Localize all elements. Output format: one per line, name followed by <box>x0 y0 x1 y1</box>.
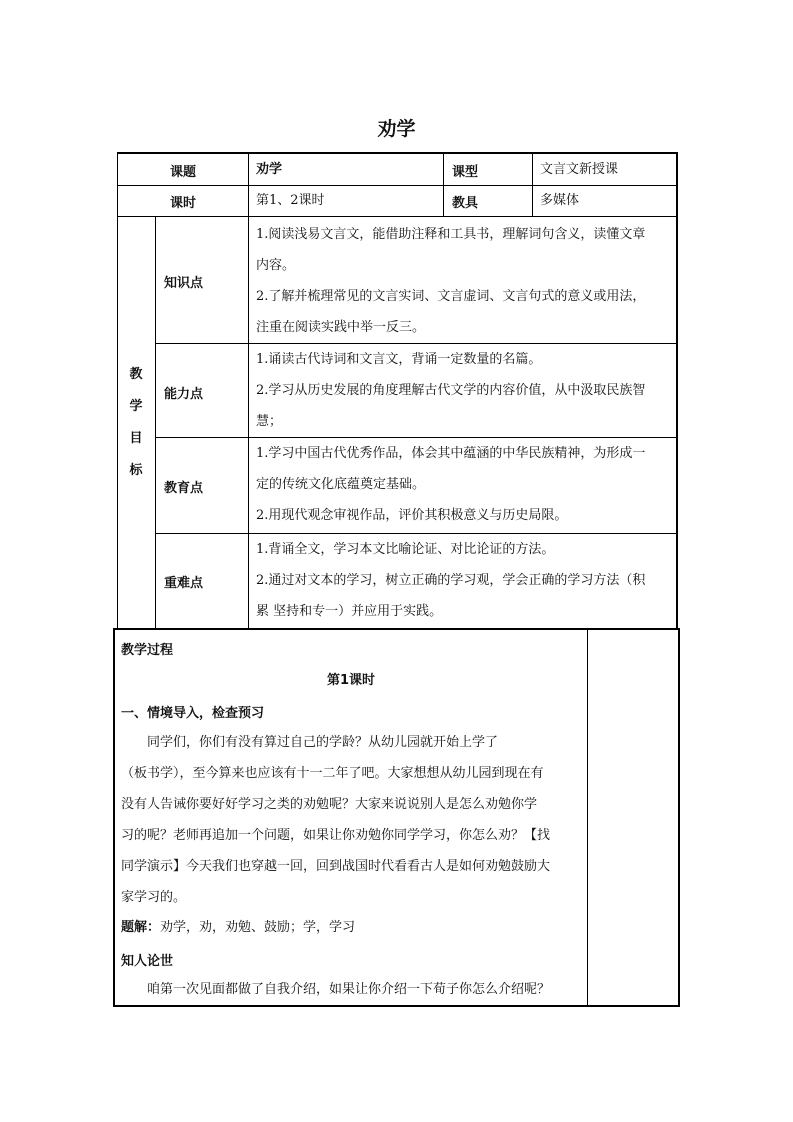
education-line: 定的传统文化底蕴奠定基础。 <box>256 477 426 492</box>
hours-value: 第1、2课时 <box>256 193 325 208</box>
knowledge-line: 2.了解并梳理常见的文言实词、文言虚词、文言句式的意义或用法， <box>256 289 646 304</box>
process-heading: 教学过程 <box>121 643 174 658</box>
intro-paragraph-line: 没有人告诫你要好好学习之类的劝勉呢？大家来说说别人是怎么劝勉你学 <box>121 797 538 812</box>
last-paragraph-line: 咱第一次见面都做了自我介绍，如果让你介绍一下荀子你怎么介绍呢？ <box>147 982 551 997</box>
document-title: 劝学 <box>377 118 416 140</box>
hours-label: 课时 <box>169 196 196 211</box>
knowledge-line: 内容。 <box>256 258 296 273</box>
goal-label-char: 学 <box>129 399 143 414</box>
table1-vline <box>532 152 533 216</box>
knowledge-line: 1.阅读浅易文言文，能借助注释和工具书，理解词句含义，读懂文章 <box>256 227 646 242</box>
intro-paragraph-line: 家学习的。 <box>121 890 187 905</box>
key-difficulty-label: 重难点 <box>164 576 204 591</box>
table2-border-right <box>678 628 680 1007</box>
jieti-text: 劝学，劝，劝勉、鼓励；学，学习 <box>160 920 356 935</box>
table1-hline <box>117 185 677 186</box>
intro-paragraph-line: 习的呢？老师再追加一个问题，如果让你劝勉你同学学习，你怎么劝？【找 <box>121 828 551 843</box>
topic-value: 劝学 <box>256 162 283 177</box>
education-line: 1.学习中国古代优秀作品，体会其中蕴涵的中华民族精神，为形成一 <box>256 446 646 461</box>
section1-title: 一、情境导入，检查预习 <box>121 706 265 721</box>
education-line: 2.用现代观念审视作品，评价其积极意义与历史局限。 <box>256 508 568 523</box>
jieti-line <box>121 912 355 943</box>
teaching-goals-label <box>121 359 151 487</box>
tools-value: 多媒体 <box>540 193 580 208</box>
ability-line: 2.学习从历史发展的角度理解古代文学的内容价值，从中汲取民族智 <box>256 383 646 398</box>
education-label: 教育点 <box>164 481 204 496</box>
tools-label: 教具 <box>452 196 479 211</box>
intro-paragraph-line: （板书学），至今算来也应该有十一二年了吧。大家想想从幼儿园到现在有 <box>121 766 544 781</box>
table1-border-left <box>117 152 118 628</box>
table1-border-right <box>676 152 678 628</box>
session-heading: 第1课时 <box>326 673 376 688</box>
ability-label: 能力点 <box>164 387 204 402</box>
table2-border-top <box>113 628 680 630</box>
ability-line: 慧； <box>256 414 283 429</box>
table1-vline <box>155 216 156 628</box>
knowledge-label: 知识点 <box>164 276 204 291</box>
type-value: 文言文新授课 <box>540 162 619 177</box>
key-difficulty-line: 累 坚持和专一）并应用于实践。 <box>256 604 443 619</box>
knowledge-line: 注重在阅读实践中举一反三。 <box>256 320 426 335</box>
zhiren-title: 知人论世 <box>121 954 174 969</box>
table1-vline <box>248 152 249 628</box>
intro-paragraph-line: 同学演示】今天我们也穿越一回，回到战国时代看看古人是如何劝勉鼓励大 <box>121 859 551 874</box>
goal-label-char: 目 <box>129 431 143 446</box>
key-difficulty-line: 2.通过对文本的学习，树立正确的学习观，学会正确的学习方法（积 <box>256 573 646 588</box>
type-label: 课型 <box>452 165 479 180</box>
intro-paragraph-line: 同学们，你们有没有算过自己的学龄？从幼儿园就开始上学了 <box>147 735 499 750</box>
ability-line: 1.诵读古代诗词和文言文，背诵一定数量的名篇。 <box>256 352 542 367</box>
table1-vline <box>443 152 444 216</box>
goal-label-char: 标 <box>129 463 143 478</box>
jieti-label: 题解： <box>121 920 161 935</box>
table1-hline <box>117 216 677 217</box>
table2-border-bottom <box>113 1005 680 1007</box>
topic-label: 课题 <box>169 165 196 180</box>
table2-divider <box>587 628 588 1007</box>
key-difficulty-line: 1.背诵全文，学习本文比喻论证、对比论证的方法。 <box>256 542 555 557</box>
goal-label-char: 教 <box>129 367 143 382</box>
